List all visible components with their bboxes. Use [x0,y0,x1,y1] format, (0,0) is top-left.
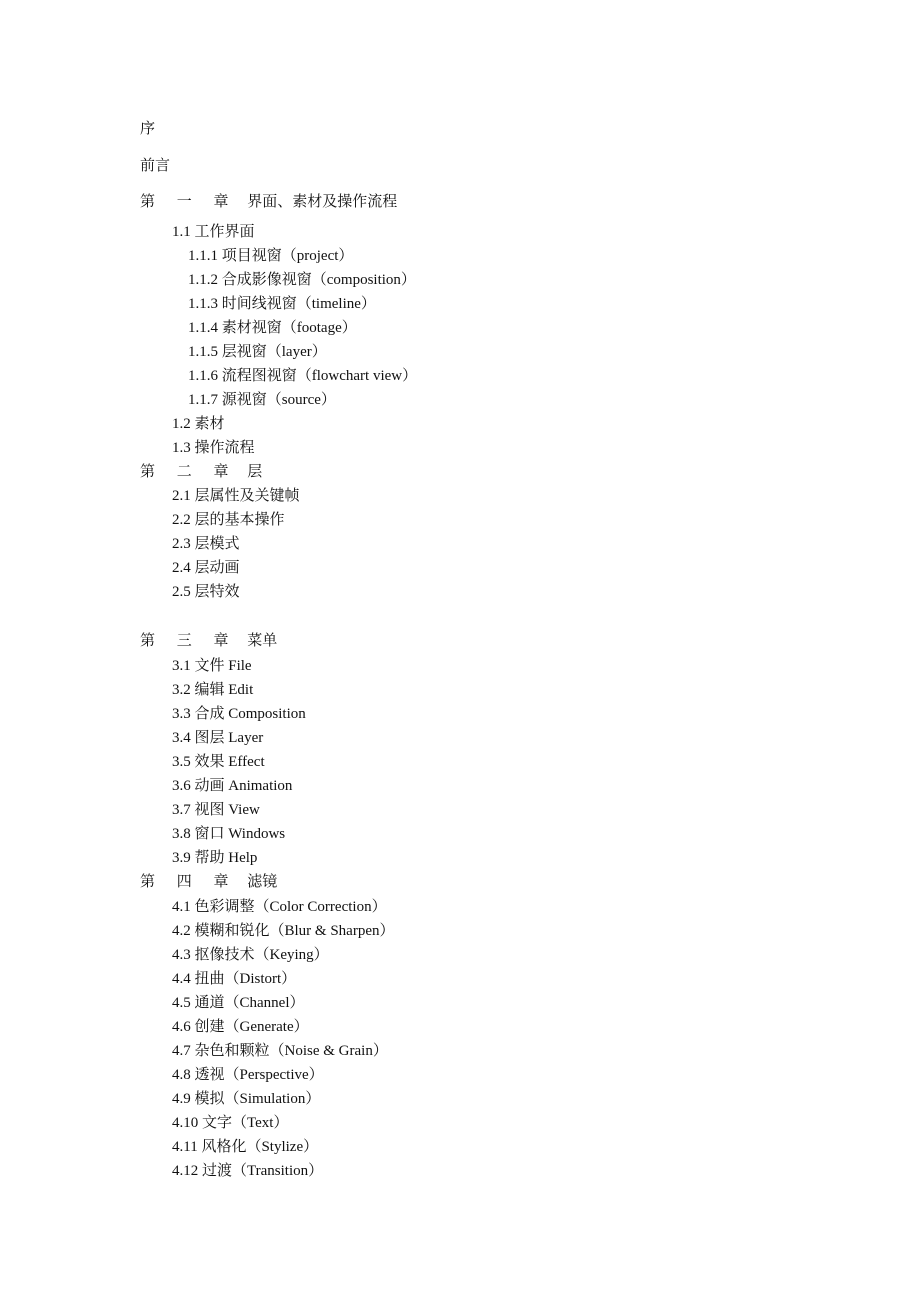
toc-entry: 3.2 编辑 Edit [172,682,254,698]
toc-entry: 1.1 工作界面 [172,224,255,240]
chapter-heading-1 [140,192,397,212]
toc-entry: 3.6 动画 Animation [172,778,293,794]
chapter-title: 菜单 [247,633,278,649]
toc-entry: 3.8 窗口 Windows [172,826,286,842]
toc-entry: 1.1.2 合成影像视窗（composition） [188,272,416,288]
toc-entry: 1.3 操作流程 [172,440,255,456]
toc-foreword: 前言 [140,158,171,174]
toc-entry: 4.5 通道（Channel） [172,995,305,1011]
toc-entry: 4.8 透视（Perspective） [172,1067,324,1083]
toc-entry: 1.2 素材 [172,416,225,432]
toc-entry: 4.11 风格化（Stylize） [172,1139,319,1155]
toc-entry: 2.2 层的基本操作 [172,512,285,528]
toc-entry: 2.3 层模式 [172,536,240,552]
toc-entry: 2.4 层动画 [172,560,240,576]
chapter-number: 第 三 章 [140,633,238,649]
toc-entry: 4.12 过渡（Transition） [172,1163,324,1179]
toc-entry: 3.4 图层 Layer [172,730,264,746]
toc-entry: 1.1.4 素材视窗（footage） [188,320,357,336]
toc-entry: 3.7 视图 View [172,802,260,818]
toc-entry: 4.4 扭曲（Distort） [172,971,297,987]
toc-entry: 4.3 抠像技术（Keying） [172,947,329,963]
chapter-title: 层 [247,464,263,480]
toc-entry: 3.1 文件 File [172,658,252,674]
chapter-number: 第 四 章 [140,874,238,890]
toc-entry: 4.9 模拟（Simulation） [172,1091,321,1107]
chapter-title: 界面、素材及操作流程 [247,194,398,210]
toc-entry: 1.1.7 源视窗（source） [188,392,336,408]
toc-entry: 2.1 层属性及关键帧 [172,488,300,504]
toc-entry: 4.2 模糊和锐化（Blur & Sharpen） [172,923,395,939]
toc-entry: 4.6 创建（Generate） [172,1019,309,1035]
chapter-title: 滤镜 [247,874,278,890]
toc-preface: 序 [140,121,156,137]
chapter-heading-3 [140,631,277,651]
toc-entry: 1.1.1 项目视窗（project） [188,248,354,264]
toc-entry: 4.7 杂色和颗粒（Noise & Grain） [172,1043,388,1059]
chapter-number: 第 一 章 [140,194,238,210]
chapter-number: 第 二 章 [140,464,238,480]
chapter-heading-2 [140,462,262,482]
toc-entry: 2.5 层特效 [172,584,240,600]
toc-entry: 3.5 效果 Effect [172,754,265,770]
toc-entry: 4.10 文字（Text） [172,1115,289,1131]
toc-entry: 1.1.5 层视窗（layer） [188,344,327,360]
toc-entry: 4.1 色彩调整（Color Correction） [172,899,387,915]
toc-entry: 1.1.3 时间线视窗（timeline） [188,296,376,312]
chapter-heading-4 [140,872,277,892]
toc-entry: 3.9 帮助 Help [172,850,258,866]
toc-entry: 3.3 合成 Composition [172,706,306,722]
toc-entry: 1.1.6 流程图视窗（flowchart view） [188,368,418,384]
